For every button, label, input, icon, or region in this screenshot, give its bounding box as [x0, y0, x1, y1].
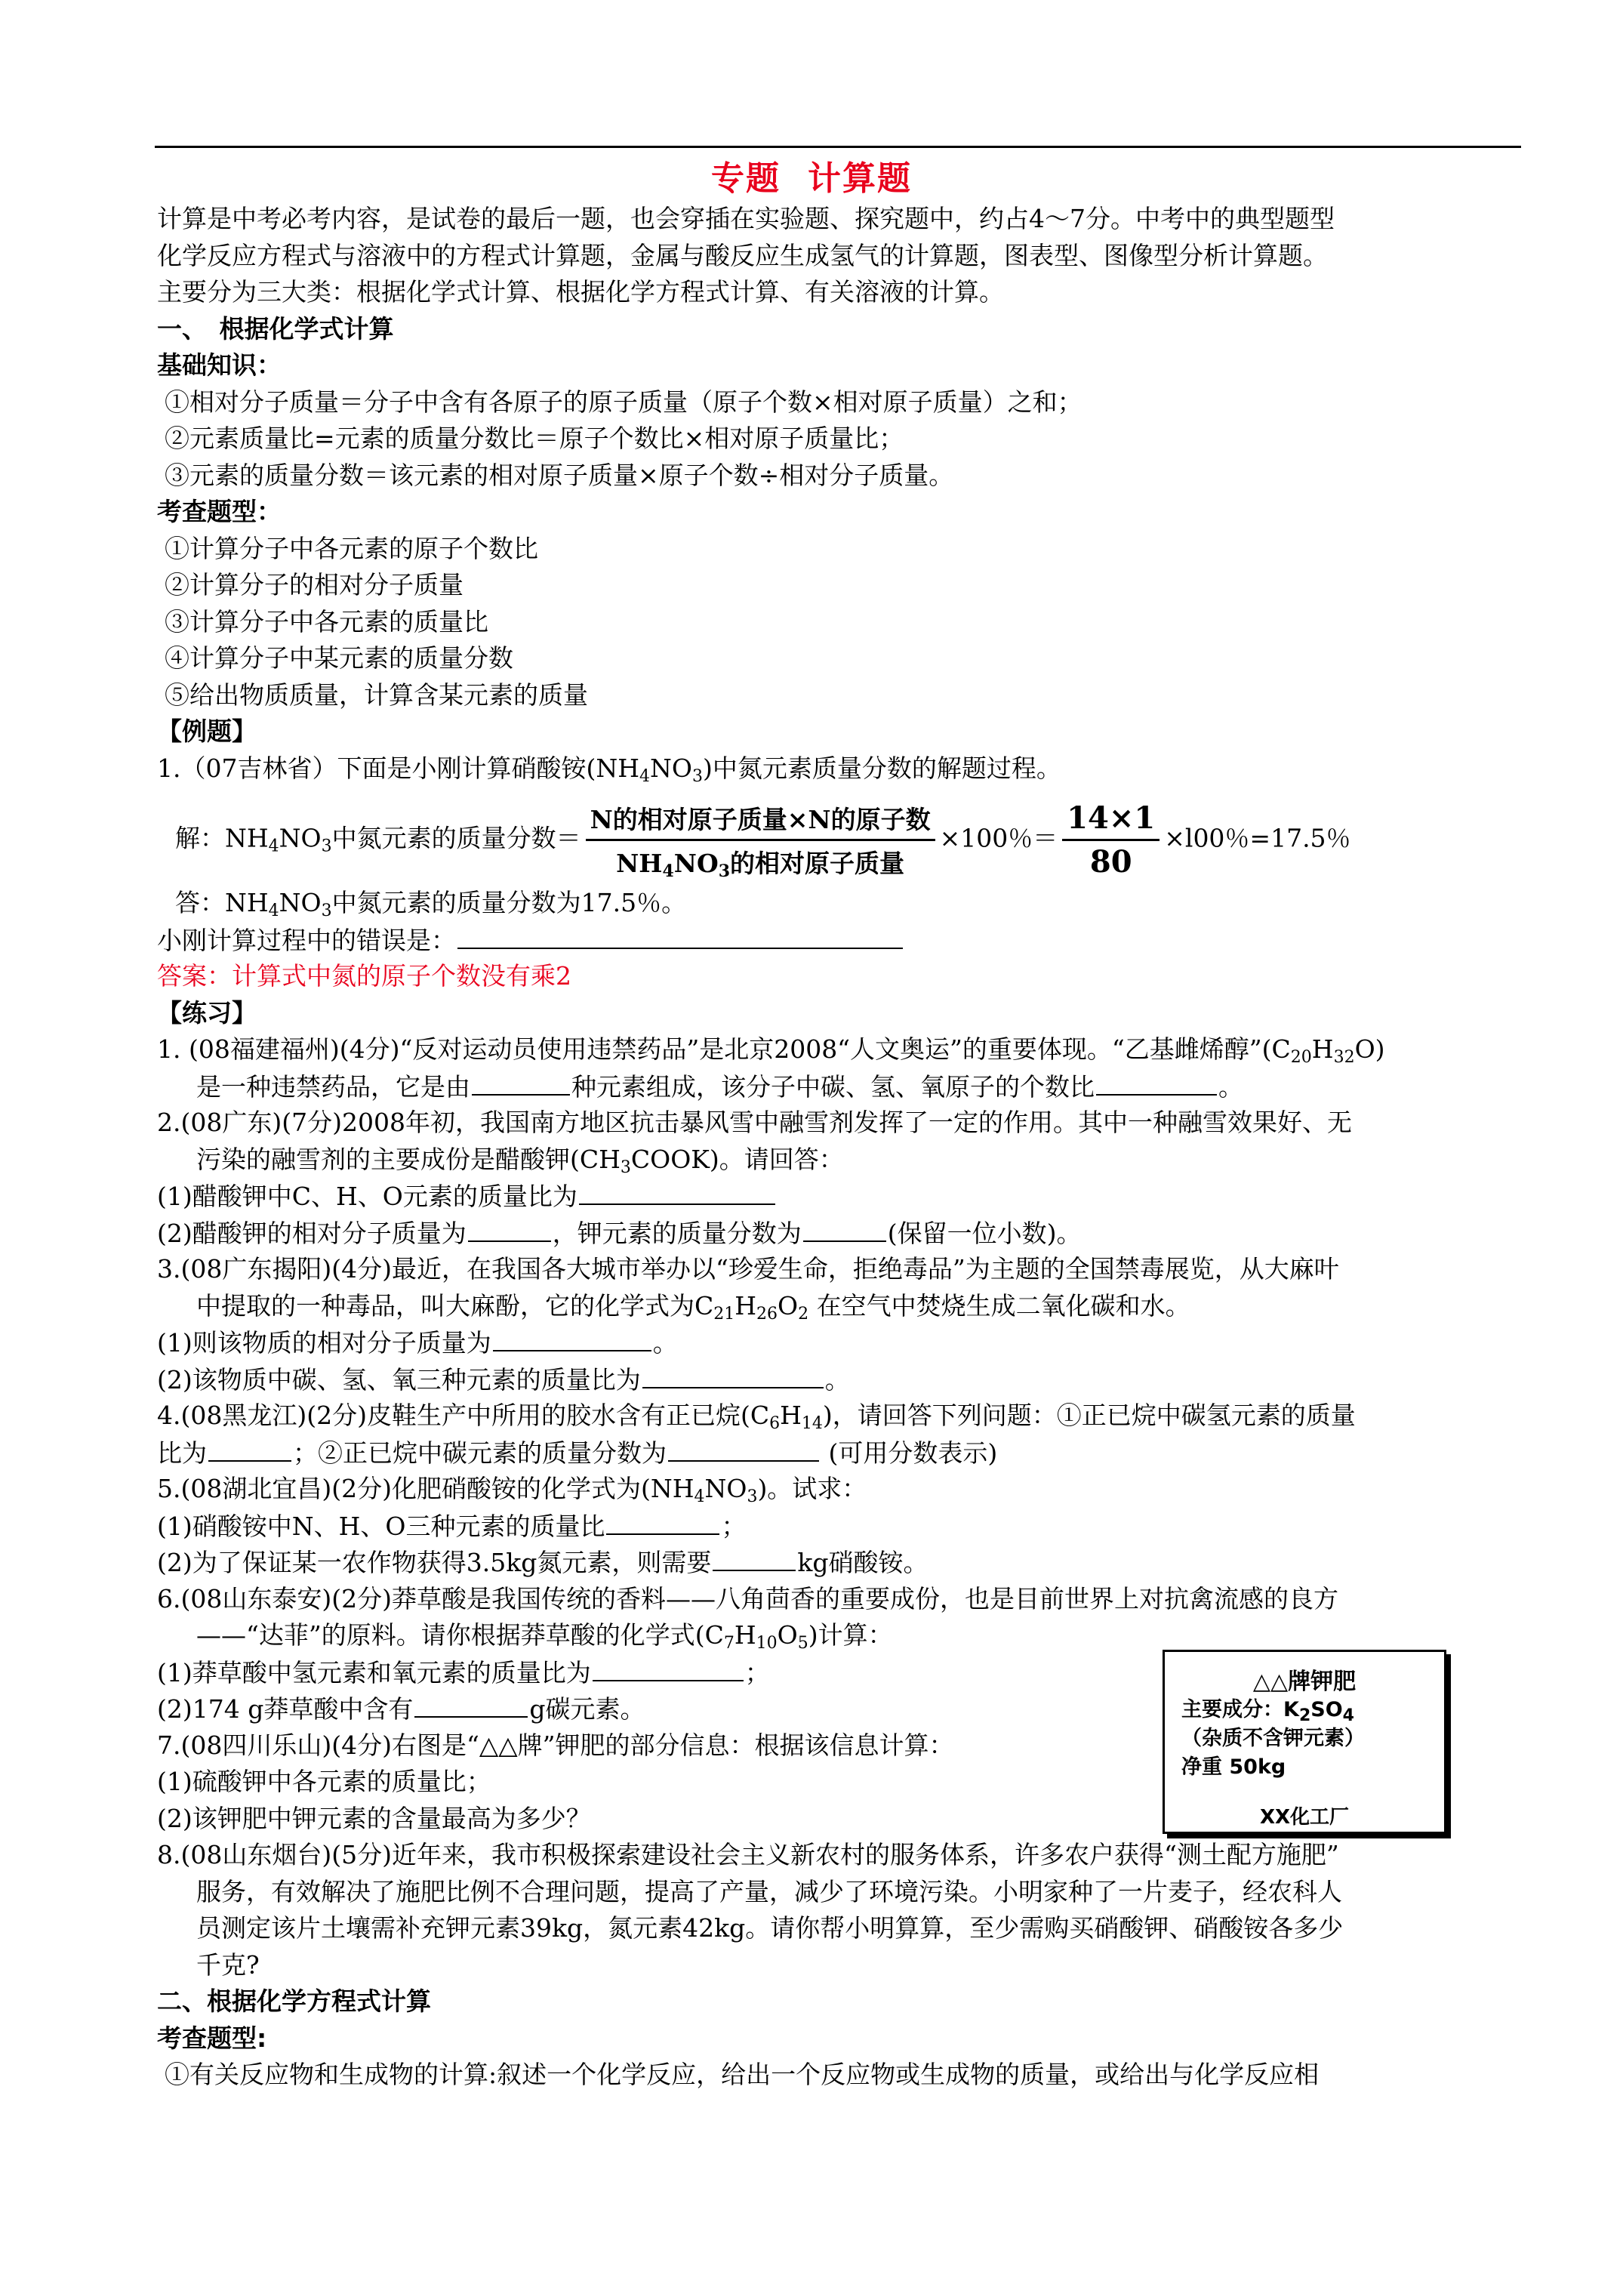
section2-types-label: 考查题型: [157, 2023, 267, 2053]
answer-blank[interactable] [472, 1068, 570, 1096]
type-item: ④计算分子中某元素的质量分数 [165, 643, 513, 673]
practice-1: 1. (08福建福州)(4分)“反对运动员使用违禁药品”是北京2008“人文奥运”的重要体现。“乙基雌烯醇$”(C_{20}H_{32}O)$ [157, 1034, 1385, 1067]
practice-3-cont: 中提取的一种毒品，叫大麻酚，它的化学式为$C_{21}H_{26}O_2$ 在空气中焚烧生成二氧化碳和水。 [196, 1290, 1190, 1324]
practice-6-q2: (2)174 g莽草酸中含有 g碳元素。 [157, 1690, 1523, 1727]
practice-2-cont: 污染的融雪剂的主要成份是醋酸钾$(CH_3COOK)$。请回答： [196, 1144, 844, 1177]
fertilizer-label-factory: XX化工厂 [1259, 1806, 1350, 1829]
practice-3-q1: (1)则该物质的相对分子质量为 。 [157, 1324, 1523, 1361]
basics-item: ①相对分子质量＝分子中含有各原子的原子质量（原子个数×相对原子质量）之和； [165, 387, 1083, 417]
practice-8-cont: 服务，有效解决了施肥比例不合理问题，提高了产量，减少了环境污染。小明家种了一片麦子，经农科人 [196, 1876, 1342, 1906]
practice-3: 3.(08广东揭阳)(4分)最近，在我国各大城市举办以“珍爱生命，拒绝毒品”为主题的全国禁毒展览，从大麻叶 [157, 1254, 1339, 1284]
types-label: 考查题型： [157, 497, 282, 526]
answer-blank[interactable] [457, 922, 903, 949]
practice-2-q2: (2)醋酸钾的相对分子质量为 ，钾元素的质量分数为 (保留一位小数)。 [157, 1215, 1523, 1252]
fertilizer-label-title: △△牌钾肥 [1252, 1669, 1357, 1695]
fertilizer-label-figure [1163, 1650, 1446, 1834]
top-rule [155, 146, 1521, 148]
practice-5-q1: (1)硝酸铵中N、H、O三种元素的质量比 ； [157, 1508, 1523, 1545]
answer-blank[interactable] [606, 1508, 719, 1535]
example-label: 【例题】 [157, 717, 257, 746]
practice-1-cont: 是一种违禁药品，它是由 种元素组成，该分子中碳、氢、氧原子的个数比 。 [157, 1068, 1523, 1105]
practice-7-q2: (2)该钾肥中钾元素的含量最高为多少？ [157, 1803, 591, 1833]
practice-7-q1: (1)硫酸钾中各元素的质量比； [157, 1767, 491, 1796]
answer-blank[interactable] [713, 1544, 796, 1571]
answer-blank[interactable] [1096, 1068, 1217, 1096]
fertilizer-label-weight: 净重 50kg [1181, 1755, 1286, 1779]
example-solution: 解：$NH_4NO_3$中氮元素的质量分数＝ $\frac{\text{N的相对原子质量×N的原子数}}{NH_4NO_3的相对原子质量}$ ×100％＝ $\frac{14\times 1}{80}$ ×l00％=17.5％ [175, 800, 1351, 881]
practice-label: 【练习】 [157, 997, 257, 1028]
practice-3-q2: (2)该物质中碳、氢、氧三种元素的质量比为 。 [157, 1361, 1523, 1398]
answer-blank[interactable] [593, 1654, 744, 1681]
answer-text: 答案：计算式中氮的原子个数没有乘2 [157, 961, 571, 991]
answer-blank[interactable] [414, 1690, 528, 1718]
practice-8: 8.(08山东烟台)(5分)近年来，我市积极探索建设社会主义新农村的服务体系，许多农户获得“测土配方施肥” [157, 1840, 1339, 1869]
numeric-fraction: $\frac{14\times 1}{80}$ [1062, 800, 1160, 880]
type-item: ②计算分子的相对分子质量 [165, 570, 463, 599]
answer-blank[interactable] [579, 1178, 775, 1205]
example-question: 1.（07吉林省）下面是小刚计算硝酸铵$(NH_4NO_3)$中氮元素质量分数的解题过程。 [157, 753, 1061, 786]
section1-heading: 一、 根据化学式计算 [157, 313, 394, 344]
basics-item: ③元素的质量分数＝该元素的相对原子质量×原子个数÷相对分子质量。 [165, 460, 954, 490]
intro-line: 计算是中考必考内容，是试卷的最后一题，也会穿插在实验题、探究题中，约占4～7分。中考中的典型题型 [157, 204, 1335, 233]
practice-8-cont: 员测定该片土壤需补充钾元素39kg，氮元素42kg。请你帮小明算算，至少需购买硝酸钾、硝酸铵各多少 [196, 1913, 1344, 1943]
section2-item: ①有关反应物和生成物的计算:叙述一个化学反应，给出一个反应物或生成物的质量，或给出与化学反应相 [165, 2060, 1320, 2089]
type-item: ①计算分子中各元素的原子个数比 [165, 533, 538, 563]
practice-4: 4.(08黑龙江)(2分)皮鞋生产中所用的胶水含有正已烷$(C_6H_{14})$，请回答下列问题：①正已烷中碳氢元素的质量 [157, 1401, 1356, 1433]
example-answer: 答：$NH_4NO_3$中氮元素的质量分数为17.5％。 [175, 888, 687, 920]
answer-blank[interactable] [668, 1435, 819, 1462]
practice-6-q1: (1)莽草酸中氢元素和氧元素的质量比为 ； [157, 1654, 1523, 1691]
basics-label: 基础知识： [157, 350, 282, 380]
fertilizer-label-component: 主要成分：$K_2SO_4$ [1181, 1698, 1354, 1725]
practice-5: 5.(08湖北宜昌)(2分)化肥硝酸铵的化学式为$(NH_4NO_3)$。试求： [157, 1474, 867, 1506]
practice-7: 7.(08四川乐山)(4分)右图是“△△牌”钾肥的部分信息：根据该信息计算： [157, 1730, 954, 1760]
answer-blank[interactable] [493, 1324, 651, 1351]
basics-item: ②元素质量比=元素的质量分数比＝原子个数比×相对原子质量比； [165, 424, 904, 453]
practice-2-q1: (1)醋酸钾中C、H、O元素的质量比为 [157, 1178, 1523, 1215]
fertilizer-label-impurity: （杂质不含钾元素） [1181, 1727, 1365, 1750]
page-title: 专题 计算题 [711, 159, 912, 198]
type-item: ③计算分子中各元素的质量比 [165, 606, 488, 636]
intro-line: 主要分为三大类：根据化学式计算、根据化学方程式计算、有关溶液的计算。 [157, 277, 1004, 307]
answer-blank[interactable] [208, 1435, 291, 1462]
practice-4-cont: 比为 ；②正已烷中碳元素的质量分数为 (可用分数表示) [157, 1435, 1523, 1472]
intro-line: 化学反应方程式与溶液中的方程式计算题，金属与酸反应生成氢气的计算题，图表型、图像型分析计算题。 [157, 240, 1328, 270]
answer-blank[interactable] [468, 1215, 551, 1242]
type-item: ⑤给出物质质量，计算含某元素的质量 [165, 680, 588, 710]
practice-6: 6.(08山东泰安)(2分)莽草酸是我国传统的香料——八角茴香的重要成份，也是目前世界上对抗禽流感的良方 [157, 1583, 1338, 1613]
practice-8-cont: 千克? [196, 1949, 260, 1980]
practice-2: 2.(08广东)(7分)2008年初，我国南方地区抗击暴风雪中融雪剂发挥了一定的作用。其中一种融雪效果好、无 [157, 1108, 1352, 1137]
practice-5-q2: (2)为了保证某一农作物获得3.5kg氮元素，则需要 kg硝酸铵。 [157, 1544, 1523, 1581]
section2-heading: 二、根据化学方程式计算 [157, 1986, 431, 2016]
answer-blank[interactable] [803, 1215, 886, 1242]
practice-6-cont: ——“达菲”的原料。请你根据莽草酸的化学式$(C_7H_{10}O_5)$计算： [196, 1620, 893, 1653]
answer-blank[interactable] [642, 1361, 824, 1388]
mass-fraction-formula: $\frac{\text{N的相对原子质量×N的原子数}}{NH_4NO_3的相对原子质量}$ [586, 800, 935, 880]
error-question: 小刚计算过程中的错误是： [157, 922, 1523, 959]
